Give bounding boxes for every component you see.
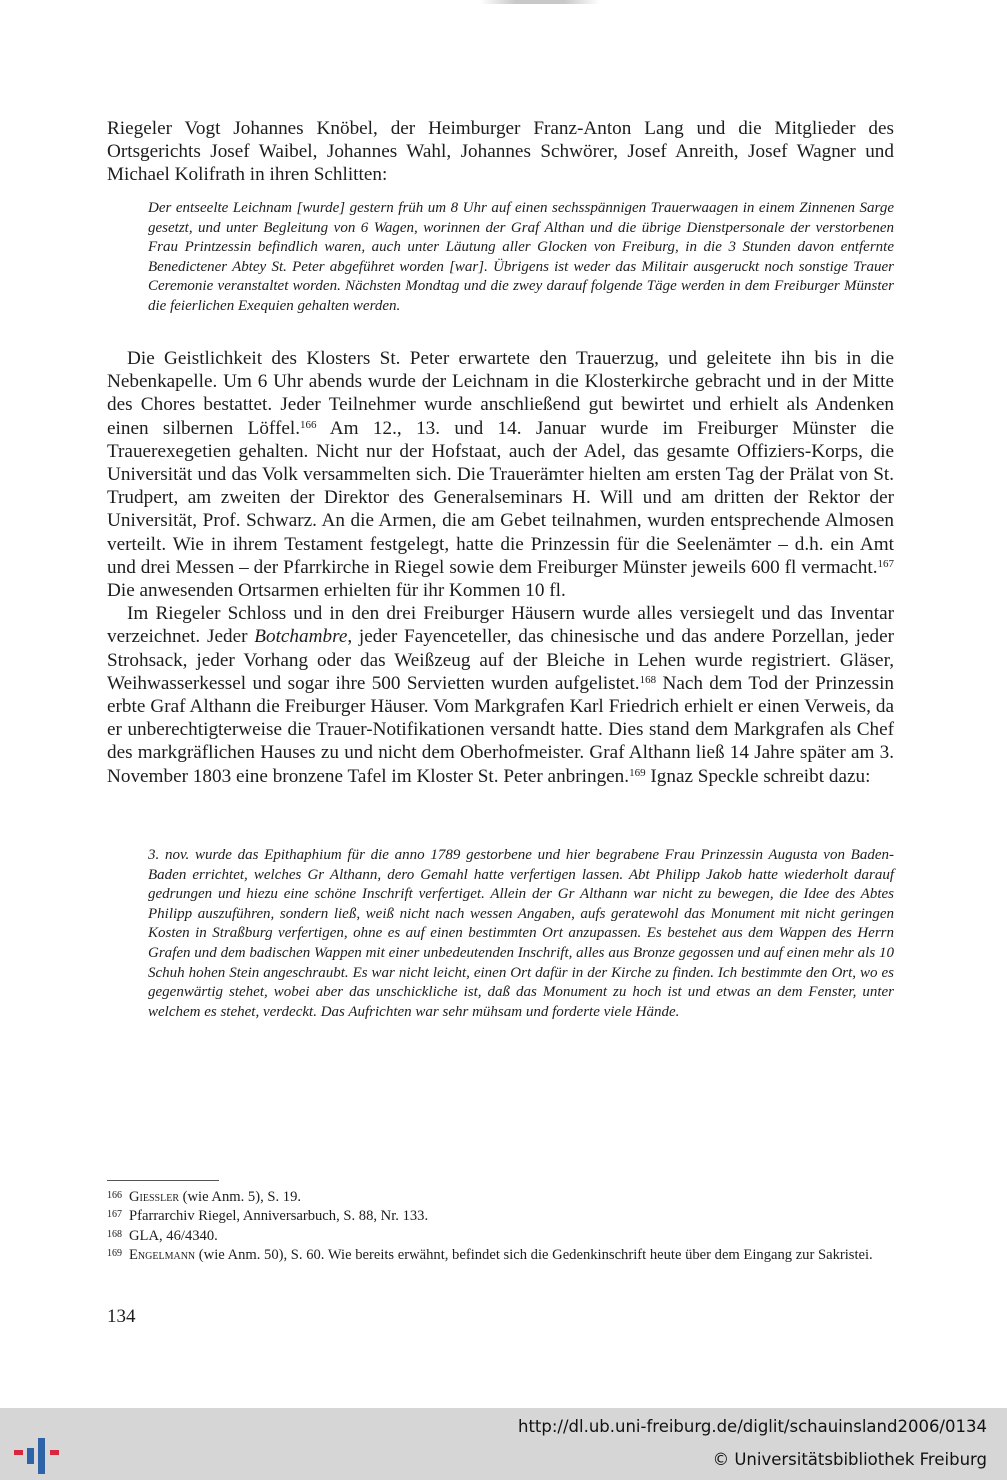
paragraph-2-part-a: Die Geistlichkeit des Klosters St. Peter erwartete den Trauerzug, und geleitete ihn bis in die Nebenkapelle. Um 6 Uhr abends wurde der Leichnam in die Klosterkirche gebracht und in der Mitte des Chores bestattet. Jeder Teilnehmer wurde anschließend gut bewirtet und erhielt als Andenken einen silbernen Löffel. <box>107 348 894 439</box>
ub-freiburg-logo-icon[interactable] <box>14 1438 64 1474</box>
footnote-ref-166[interactable]: 166 <box>300 418 317 431</box>
footnote-text: (wie Anm. 5), S. 19. <box>179 1189 302 1205</box>
paragraph-3-part-a: Im Riegeler Schloss und in den drei Freiburger Häusern wurde alles versiegelt und das Inventar verzeichnet. Jeder <box>107 603 894 648</box>
footnote-author: Engelmann <box>129 1247 196 1264</box>
footnote-author: Giessler <box>129 1189 179 1205</box>
footnotes <box>107 1187 894 1265</box>
quote-block-2 <box>107 846 894 1022</box>
page-number: 134 <box>107 1306 136 1327</box>
footnote-ref-169[interactable]: 169 <box>629 766 646 779</box>
quote-block-1 <box>107 199 894 317</box>
paragraph-3 <box>107 602 894 788</box>
footnote-168 <box>107 1226 894 1245</box>
paragraph-2-part-c: Die anwesenden Ortsarmen erhielten für ihr Kommen 10 fl. <box>107 580 566 602</box>
paragraph-3-part-c: Nach dem Tod der Prinzessin erbte Graf Althann die Freiburger Häuser. Vom Markgrafen Karl Friedrich erhielt er einen Verweis, da er unberechtigterweise die Trauer-Notifikationen versandt hatte. Dies stand dem Markgrafen als Chef des markgräflichen Hauses zu und nicht dem Oberhofmeister. Graf Althann ließ 14 Jahre später am 3. November 1803 eine bronzene Tafel im Kloster St. Peter anbringen. <box>107 672 894 787</box>
footnote-text: Pfarrarchiv Riegel, Anniversarbuch, S. 88, Nr. 133. <box>129 1208 429 1225</box>
footnote-166 <box>107 1187 894 1206</box>
footer-copyright: © Universitätsbibliothek Freiburg <box>712 1450 987 1469</box>
footnote-number: 167 <box>107 1209 122 1221</box>
footnote-divider <box>107 1180 219 1181</box>
footnote-ref-167[interactable]: 167 <box>877 557 894 570</box>
paragraph-3-italic: Botchambre <box>254 626 348 648</box>
paragraph-2 <box>107 347 894 602</box>
scan-top-artifact <box>480 0 600 4</box>
main-text-2 <box>107 347 894 788</box>
footer-url-link[interactable]: http://dl.ub.uni-freiburg.de/diglit/schauinsland2006/0134 <box>517 1417 987 1436</box>
paragraph-1: Riegeler Vogt Johannes Knöbel, der Heimburger Franz-Anton Lang und die Mitglieder des Ortsgerichts Josef Waibel, Johannes Wahl, Johannes Schwörer, Josef Anreith, Josef Wagner und Michael Kolifrath in ihren Schlitten: <box>107 118 894 186</box>
footnote-ref-168[interactable]: 168 <box>639 673 657 686</box>
quote-1: Der entseelte Leichnam [wurde] gestern früh um 8 Uhr auf einen sechsspännigen Trauerwaagen in einem Zinnenen Sarge gesetzt, und unter Begleitung von 6 Wagen, worinnen der Graf Althan und die übrige Dienstpersonale der verstorbenen Frau Printzessin befindlich waren, auch unter Läutung aller Glocken von Freiburg, in die 3 Stunden davon entfernte Benedictener Abtey St. Peter abgeführet worden [war]. Übrigens ist weder das Militair ausgeruckt noch sonstige Trauer Ceremonie veranstaltet worden. Nächsten Mondtag und die zwey darauf folgende Täge werden in dem Freiburger Münster die feierlichen Exequien gehalten werden. <box>148 200 894 314</box>
quote-2: 3. nov. wurde das Epithaphium für die anno 1789 gestorbene und hier begrabene Frau Prinzessin Augusta von Baden-Baden errichtet, welches Gr Althann, dero Gemahl hatte verfertigen lassen. Abt Philipp Jakob hatte wiederholt darauf gedrungen und hiezu eine schöne Inschrift verfertiget. Allein der Gr Althann war nicht zu bewegen, die Idee des Abtes Philipp auszuführen, sondern ließ, weiß nicht nach wessen Angaben, aufs geratewohl das Monument mit nicht geringen Kosten in Straßburg verfertigen, ohne es auf einen bestimmten Ort anzupassen. Es bestehet aus dem Wappen des Herrn Grafen und dem badischen Wappen mit einer unbedeutenden Inschrift, alles aus Bronze gegossen und auf einen mehr als 10 Schuh hohen Stein angeschraubt. Es war nicht leicht, einen Ort dafür in der Kirche zu finden. Ich bestimmte den Ort, wo es gegenwärtig stehet, wobei aber das unschickliche ist, daß das Monument zu hoch ist und etwas an dem Fenster, unter welchem es stehet, verdeckt. Das Aufrichten war sehr mühsam und forderte viele Hände. <box>148 847 894 1020</box>
footnote-number: 168 <box>107 1228 122 1240</box>
footnote-number: 169 <box>107 1248 122 1260</box>
footer-bar <box>0 1408 1007 1480</box>
footnote-169 <box>107 1245 894 1264</box>
footnote-text: GLA, 46/4340. <box>129 1227 218 1244</box>
main-text <box>107 117 894 187</box>
paragraph-3-part-d: Ignaz Speckle schreibt dazu: <box>645 765 871 787</box>
paragraph-3-part-b: , jeder Fayenceteller, das chinesische und das andere Porzellan, jeder Strohsack, jeder Vorhang oder das Weißzeug auf der Bleiche in Lehen wurde registriert. Gläser, Weihwasserkessel und sogar ihre 500 Servietten wurden aufgelistet. <box>107 626 894 694</box>
footnote-number: 166 <box>107 1190 122 1201</box>
paragraph-2-part-b: Am 12., 13. und 14. Januar wurde im Freiburger Münster die Trauerexegetien gehalten. Nicht nur der Hofstaat, auch der Adel, das gesamte Offiziers-Korps, die Universität und das Volk versammelten sich. Die Trauerämter hielten am ersten Tag der Prälat von St. Trudpert, am zweiten der Direktor des Generalseminars H. Will und am dritten der Rektor der Universität, Prof. Schwarz. An die Armen, die am Gebet teilnahmen, wurden entsprechende Almosen verteilt. Wie in ihrem Testament festgelegt, hatte die Prinzessin für die Seelenämter – d.h. ein Amt und drei Messen – der Pfarrkirche in Riegel sowie dem Freiburger Münster jeweils 600 fl vermacht. <box>107 417 894 578</box>
footnote-167 <box>107 1206 894 1225</box>
footnote-text: (wie Anm. 50), S. 60. Wie bereits erwähnt, befindet sich die Gedenkinschrift heute über dem Eingang zur Sakristei. <box>195 1247 873 1264</box>
